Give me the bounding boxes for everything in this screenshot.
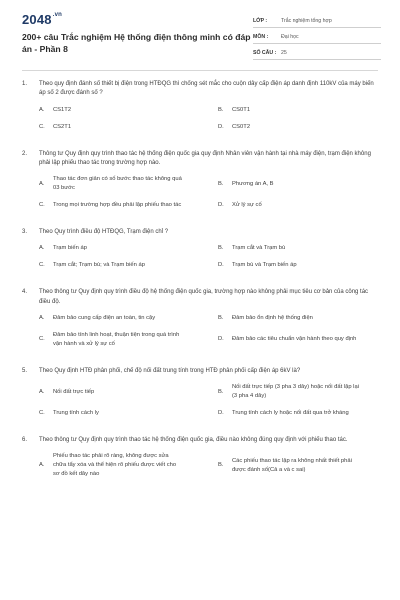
question-number: 4. bbox=[22, 289, 28, 296]
option-letter: D. bbox=[218, 262, 224, 269]
option-letter: B. bbox=[218, 388, 224, 395]
meta-value: Trắc nghiệm tổng hợp bbox=[281, 18, 332, 24]
option-letter: B. bbox=[218, 462, 224, 469]
option-letter: A. bbox=[39, 106, 45, 113]
question-list bbox=[22, 80, 378, 497]
question-text: Thông tư Quy định quy trình thao tác hệ thống điện quốc gia quy định Nhân viên vận hành tại nhà máy điện, trạm điện không phải lập phiếu thao tác trong trường hợp nào. bbox=[39, 150, 371, 166]
option-d bbox=[200, 331, 378, 349]
option-text: CS0T2 bbox=[232, 123, 251, 130]
option-text: Trạm bù và Trạm biến áp bbox=[232, 262, 297, 269]
option-text: Trạm cắt; Trạm bù; và Trạm biến áp bbox=[53, 262, 145, 269]
option-text: Nối đất trực tiếp (3 pha 3 dây) hoặc nối đất lặp lại (3 pha 4 dây) bbox=[232, 384, 359, 400]
option-text: Đảm bảo các tiêu chuẩn vận hành theo quy định bbox=[232, 336, 357, 343]
logo-text: 2048 bbox=[22, 12, 52, 27]
question-text: Theo thông tư Quy định quy trình thao tác hệ thống điện quốc gia, điều nào không đúng quy định với phiếu thao tác. bbox=[39, 437, 348, 444]
option-b bbox=[200, 452, 378, 479]
option-a bbox=[22, 106, 200, 115]
meta-key: SỐ CÂU : bbox=[253, 50, 277, 56]
option-c bbox=[22, 261, 200, 270]
option-letter: A. bbox=[39, 388, 45, 395]
option-letter: A. bbox=[39, 314, 45, 321]
option-text: Trạm biến áp bbox=[53, 245, 87, 252]
question-text: Theo thông tư Quy định quy trình điều độ hệ thống điện quốc gia, trường hợp nào không phải mục tiêu cơ bản của công tác điều độ. bbox=[39, 289, 369, 305]
option-text: Xử lý sự cố bbox=[232, 202, 262, 209]
meta-value: 25 bbox=[281, 50, 287, 56]
option-d bbox=[200, 201, 378, 210]
logo-suffix: .vn bbox=[52, 12, 63, 18]
option-letter: D. bbox=[218, 123, 224, 130]
option-b bbox=[200, 106, 378, 115]
question-text: Theo quy định đánh số thiết bị điện trong HTĐQG thì chống sét mắc cho cuộn dây cấp điện áp danh định 110kV của máy biến áp số 2 được đánh số ? bbox=[39, 81, 374, 97]
question-number: 5. bbox=[22, 367, 28, 374]
option-b bbox=[200, 175, 378, 193]
option-b bbox=[200, 244, 378, 253]
option-c bbox=[22, 123, 200, 132]
option-text: Phiếu thao tác phải rõ ràng, không được sửa chữa tẩy xóa và thể hiện rõ phiếu được viết cho sơ đồ kết dây nào bbox=[53, 453, 177, 478]
question-3 bbox=[22, 228, 378, 278]
header-divider bbox=[22, 70, 378, 71]
meta-row-class bbox=[253, 12, 381, 28]
question-2 bbox=[22, 150, 378, 219]
option-text: Các phiếu thao tác lập ra không nhất thiết phải được đánh số(Cả a và c sai) bbox=[232, 457, 352, 473]
question-text: Theo Quy trình điều độ HTĐQG, Trạm điện chỉ ? bbox=[39, 229, 169, 236]
option-text: CS1T2 bbox=[53, 106, 72, 113]
option-a bbox=[22, 244, 200, 253]
question-number: 6. bbox=[22, 437, 28, 444]
option-text: Đảm bảo ổn định hệ thống điện bbox=[232, 314, 313, 321]
option-letter: C. bbox=[39, 336, 45, 343]
option-letter: D. bbox=[218, 336, 224, 343]
question-5 bbox=[22, 367, 378, 426]
option-text: Trạm cắt và Trạm bù bbox=[232, 245, 286, 252]
option-text: Đảm bảo tính linh hoạt, thuận tiện trong quá trình vận hành và xử lý sự cố bbox=[53, 331, 180, 347]
question-text: Theo Quy định HTĐ phân phối, chế độ nối đất trung tính trong HTĐ phân phối cấp điện áp 6kV là? bbox=[39, 367, 301, 374]
question-number: 3. bbox=[22, 229, 28, 236]
option-text: Trung tính cách ly bbox=[53, 410, 99, 417]
option-text: CS0T1 bbox=[232, 106, 251, 113]
option-text: Đảm bảo cung cấp điện an toàn, tin cậy bbox=[53, 314, 156, 321]
site-logo[interactable] bbox=[22, 12, 62, 27]
option-text: CS2T1 bbox=[53, 123, 72, 130]
option-text: Phương án A, B bbox=[232, 180, 274, 187]
document-title: 200+ câu Trắc nghiệm Hệ thống điện thông minh có đáp án - Phần 8 bbox=[22, 32, 251, 54]
option-letter: B. bbox=[218, 314, 224, 321]
meta-row-count bbox=[253, 44, 381, 60]
option-letter: C. bbox=[39, 202, 45, 209]
meta-key: MÔN : bbox=[253, 34, 269, 40]
option-a bbox=[22, 175, 200, 193]
meta-key: LỚP : bbox=[253, 18, 268, 24]
meta-info bbox=[253, 12, 381, 60]
option-d bbox=[200, 409, 378, 418]
option-d bbox=[200, 123, 378, 132]
option-a bbox=[22, 452, 200, 479]
question-number: 1. bbox=[22, 81, 28, 87]
option-d bbox=[200, 261, 378, 270]
option-letter: C. bbox=[39, 410, 45, 417]
option-text: Trung tính cách ly hoặc nối đất qua trở kháng bbox=[232, 410, 349, 417]
option-c bbox=[22, 409, 200, 418]
option-letter: B. bbox=[218, 106, 224, 113]
option-letter: C. bbox=[39, 262, 45, 269]
meta-value: Đại học bbox=[281, 34, 299, 40]
option-letter: D. bbox=[218, 202, 224, 209]
option-letter: C. bbox=[39, 123, 45, 130]
meta-row-subject bbox=[253, 28, 381, 44]
option-b bbox=[200, 314, 378, 323]
option-letter: D. bbox=[218, 410, 224, 417]
question-1 bbox=[22, 80, 378, 140]
option-letter: B. bbox=[218, 245, 224, 252]
question-4 bbox=[22, 288, 378, 357]
option-letter: A. bbox=[39, 462, 45, 469]
option-b bbox=[200, 383, 378, 401]
option-text: Trong mọi trường hợp đều phải lập phiếu thao tác bbox=[53, 202, 182, 209]
question-number: 2. bbox=[22, 150, 28, 157]
option-a bbox=[22, 314, 200, 323]
option-letter: A. bbox=[39, 180, 45, 187]
option-c bbox=[22, 201, 200, 210]
option-a bbox=[22, 383, 200, 401]
option-c bbox=[22, 331, 200, 349]
option-text: Thao tác đơn giản có số bước thao tác không quá 03 bước bbox=[53, 176, 182, 192]
option-text: Nối đất trực tiếp bbox=[53, 388, 95, 395]
question-6 bbox=[22, 436, 378, 487]
option-letter: A. bbox=[39, 245, 45, 252]
option-letter: B. bbox=[218, 180, 224, 187]
